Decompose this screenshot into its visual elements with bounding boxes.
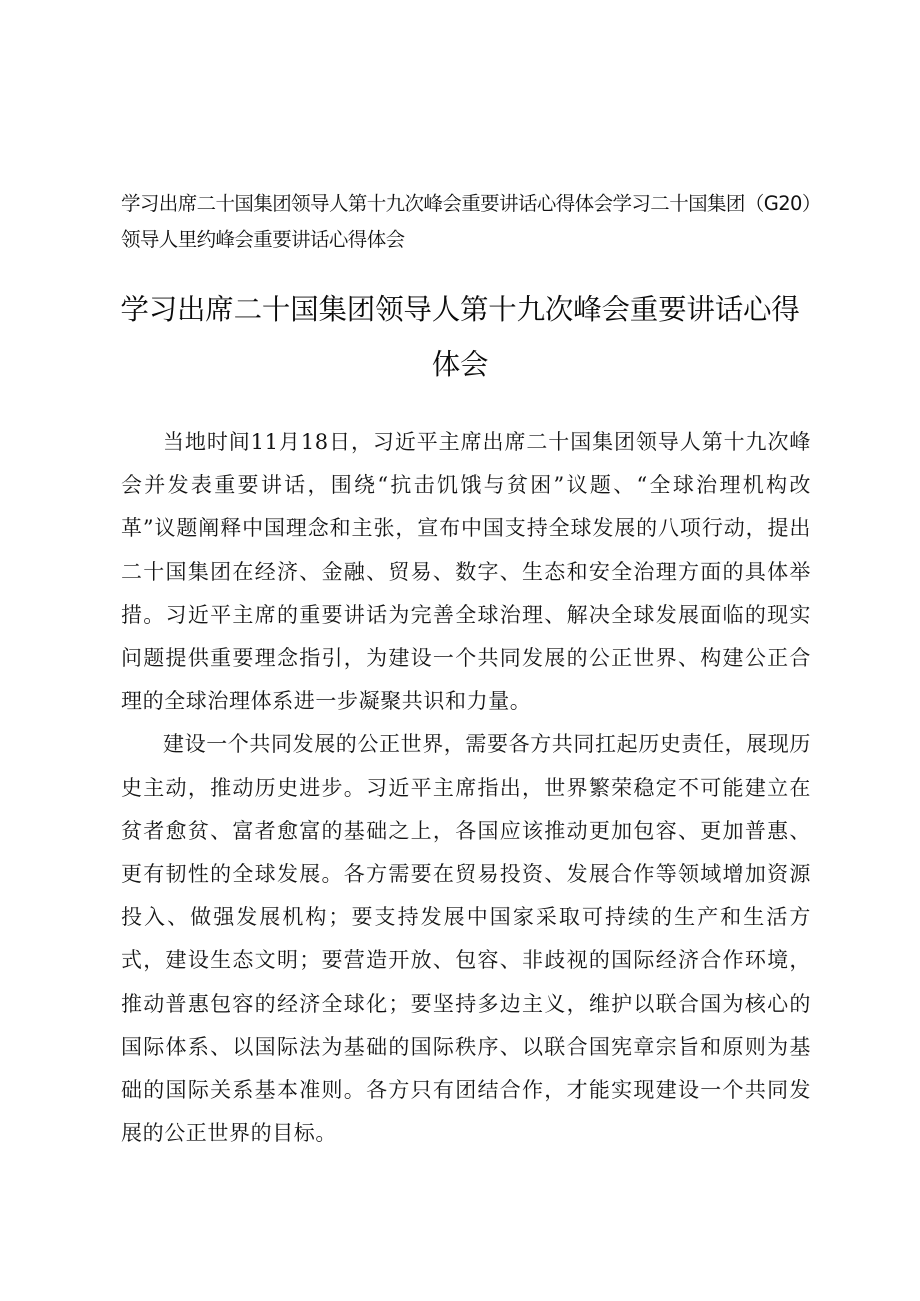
document-title: 学习出席二十国集团领导人第十九次峰会重要讲话心得体会 — [120, 293, 800, 381]
document-body — [121, 421, 811, 1155]
paragraph-2: 建设一个共同发展的公正世界，需要各方共同扛起历史责任，展现历史主动，推动历史进步。习近平主席指出，世界繁荣稳定不可能建立在贫者愈贫、富者愈富的基础之上，各国应该推动更加包容、更加普惠、更有韧性的全球发展。各方需要在贸易投资、发展合作等领域增加资源投入、做强发展机构；要支持发展中国家采取可持续的生产和生活方式，建设生态文明；要营造开放、包容、非歧视的国际经济合作环境，推动普惠包容的经济全球化；要坚持多边主义，维护以联合国为核心的国际体系、以国际法为基础的国际秩序、以联合国宪章宗旨和原则为基础的国际关系基本准则。各方只有团结合作，才能实现建设一个共同发展的公正世界的目标。 — [121, 732, 811, 1146]
document-header: 学习出席二十国集团领导人第十九次峰会重要讲话心得体会学习二十国集团（G20）领导人里约峰会重要讲话心得体会 — [121, 192, 811, 251]
paragraph-1: 当地时间11月18日，习近平主席出席二十国集团领导人第十九次峰会并发表重要讲话，围绕“抗击饥饿与贫困”议题、“全球治理机构改革”议题阐释中国理念和主张，宣布中国支持全球发展的八项行动，提出二十国集团在经济、金融、贸易、数字、生态和安全治理方面的具体举措。习近平主席的重要讲话为完善全球治理、解决全球发展面临的现实问题提供重要理念指引，为建设一个共同发展的公正世界、构建公正合理的全球治理体系进一步凝聚共识和力量。 — [121, 430, 811, 714]
